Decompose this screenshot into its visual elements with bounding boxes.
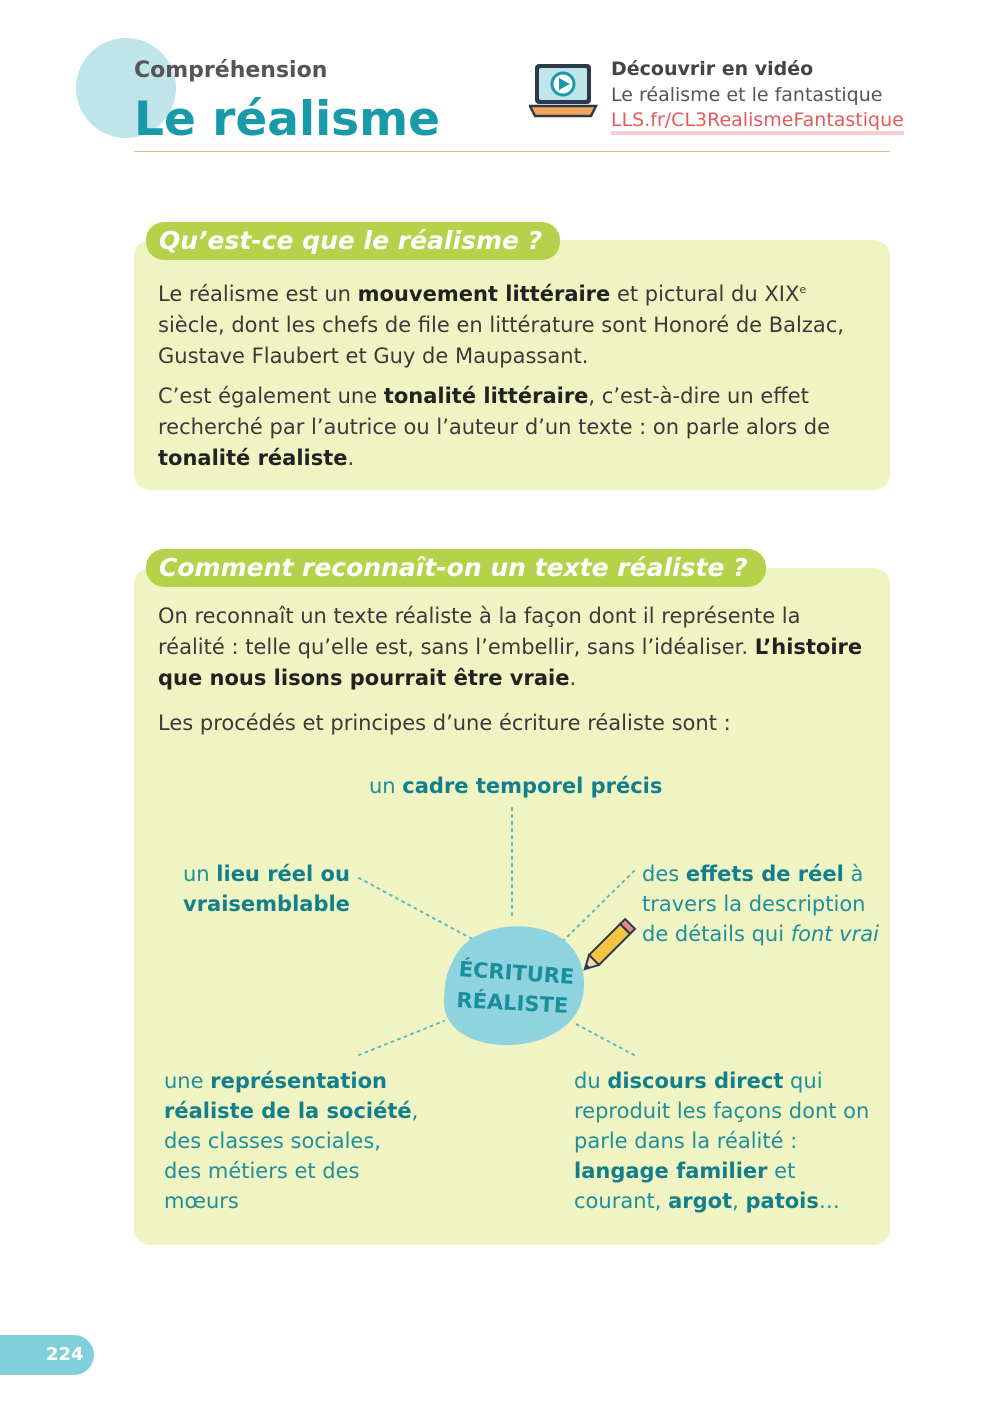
section-kicker: Compréhension [134,58,328,83]
section-heading-recognition: Comment reconnaît-on un texte réaliste ? [146,549,766,587]
pencil-icon [580,919,635,974]
header-divider [134,151,890,152]
section-heading-definition: Qu’est-ce que le réalisme ? [146,222,560,260]
center-label-line2: RÉALISTE [455,988,569,1018]
video-title: Le réalisme et le fantastique [611,84,883,106]
page-number-tab [0,1335,94,1375]
map-node-real-place: un lieu réel ou vraisemblable [183,862,350,916]
video-kicker: Découvrir en vidéo [611,58,814,80]
page-title: Le réalisme [134,92,441,147]
video-link[interactable]: LLS.fr/CL3RealismeFantastique [611,109,904,135]
page-number: 224 [46,1344,84,1365]
map-node-society: une représentation réaliste de la société, des classes sociales, des métiers et des mœurs [164,1069,419,1213]
map-node-direct-speech: du discours direct qui reproduit les façons dont on parle dans la réalité : langage familier et courant, argot, patois… [574,1069,870,1213]
map-node-time-frame: un cadre temporel précis [369,774,663,798]
video-laptop-icon[interactable] [529,60,599,122]
recognition-paragraph-1: On reconnaît un texte réaliste à la façon dont il représente la réalité : telle qu’elle est, sans l’embellir, sans l’idéaliser. L’histoire que nous lisons pourrait être vraie. [158,604,863,690]
definition-paragraph-2: C’est également une tonalité littéraire, c’est-à-dire un effet recherché par l’autrice ou l’auteur d’un texte : on parle alors de tonalité réaliste. [158,384,831,470]
map-node-reality-effects: des effets de réel à travers la description de détails qui font vrai [642,862,879,946]
definition-paragraph-1: Le réalisme est un mouvement littéraire et pictural du XIXe siècle, dont les chefs de file en littérature sont Honoré de Balzac, Gustave Flaubert et Guy de Maupassant. [158,282,844,368]
recognition-paragraph-2: Les procédés et principes d’une écriture réaliste sont : [158,711,731,735]
center-label-line1: ÉCRITURE [457,957,576,990]
